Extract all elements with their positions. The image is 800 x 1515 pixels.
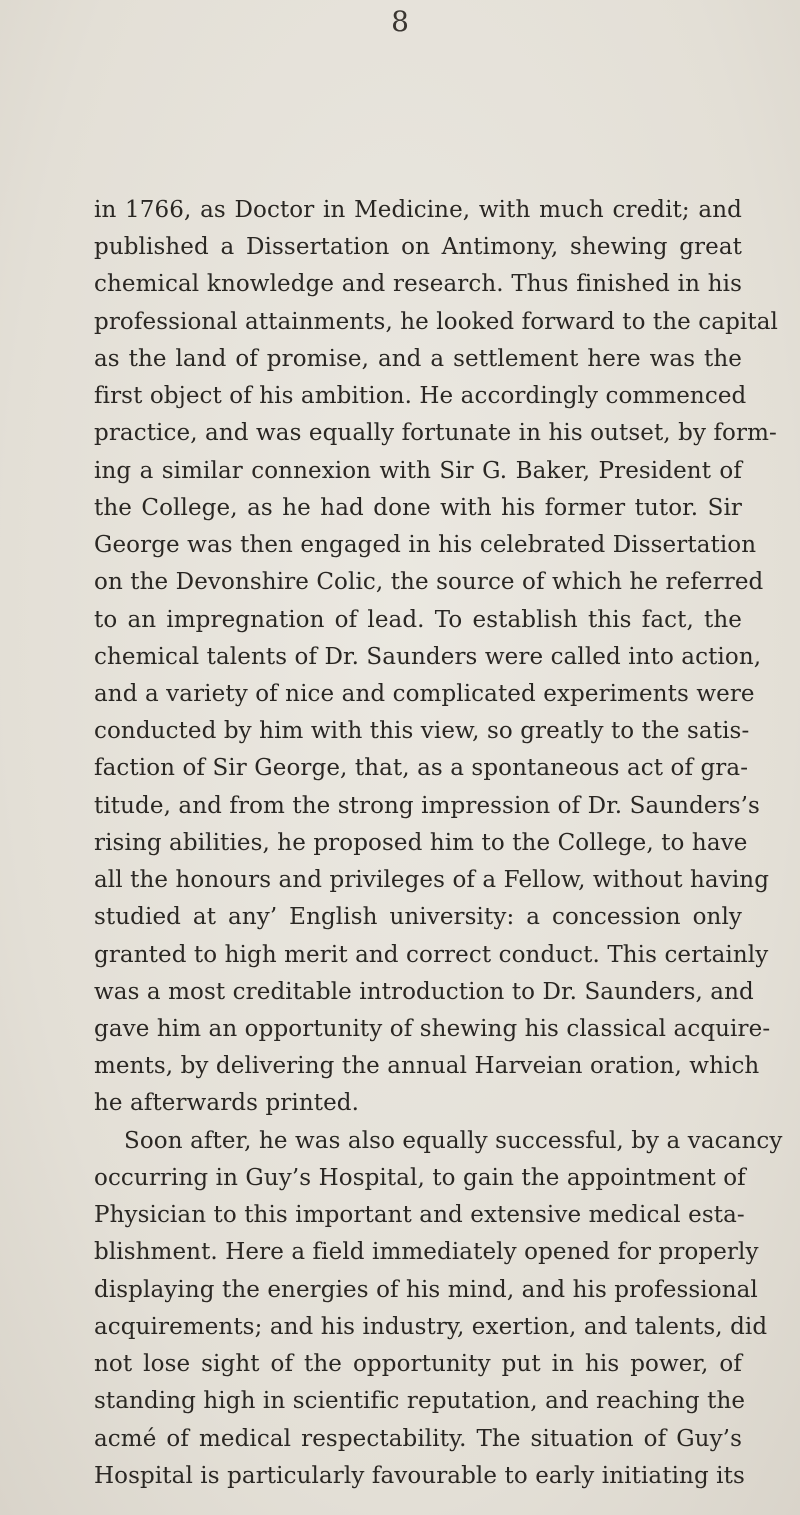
text-line: blishment. Here a field immediately opened for properly [94,1239,759,1266]
text-line: as the land of promise, and a settlement here was the [94,345,742,372]
text-line: all the honours and privileges of a Fellow, without having [94,867,770,894]
text-line: to an impregnation of lead. To establish this fact, the [94,606,742,633]
text-line: displaying the energies of his mind, and his professional [94,1276,758,1303]
text-line: ing a similar connexion with Sir G. Baker, President of [94,457,742,484]
text-line: in 1766, as Doctor in Medicine, with much credit; and [94,197,742,223]
text-line: titude, and from the strong impression of Dr. Saunders’s [94,792,760,819]
text-line: standing high in scientific reputation, and reaching the [94,1388,746,1415]
text-line: conducted by him with this view, so greatly to the satis- [94,718,750,745]
text-line: acmé of medical respectability. The situation of Guy’s [94,1425,742,1452]
text-line: published a Dissertation on Antimony, shewing great [94,234,742,261]
text-line: and a variety of nice and complicated experiments were [94,680,755,707]
paragraph-start-line: Soon after, he was also equally successful, by a vacancy [124,1127,783,1154]
text-line: gave him an opportunity of shewing his classical acquire- [94,1016,771,1043]
text-line: was a most creditable introduction to Dr. Saunders, and [94,978,754,1005]
text-line: chemical talents of Dr. Saunders were called into action, [94,643,762,670]
text-line: professional attainments, he looked forward to the capital [94,308,778,335]
text-line: the College, as he had done with his former tutor. Sir [94,494,742,521]
text-line: first object of his ambition. He accordingly commenced [94,383,747,410]
text-line: faction of Sir George, that, as a spontaneous act of gra- [94,755,749,782]
text-line: occurring in Guy’s Hospital, to gain the appointment of [94,1164,746,1191]
text-line: not lose sight of the opportunity put in his power, of [94,1351,742,1378]
page-number: 8 [391,5,409,38]
text-line: rising abilities, he proposed him to the College, to have [94,829,748,856]
text-line: studied at any’ English university: a concession only [94,904,742,931]
paragraph-end-line: he afterwards printed. [94,1090,360,1117]
text-line: acquirements; and his industry, exertion, and talents, did [94,1313,768,1340]
text-line: Hospital is particularly favourable to early initiating its [94,1462,745,1489]
text-line: practice, and was equally fortunate in his outset, by form- [94,420,777,447]
text-line: Physician to this important and extensive medical esta- [94,1202,745,1229]
text-line: granted to high merit and correct conduct. This certainly [94,941,769,968]
text-line: on the Devonshire Colic, the source of which he referred [94,569,764,596]
text-line: George was then engaged in his celebrated Dissertation [94,532,757,559]
text-line: ments, by delivering the annual Harveian oration, which [94,1053,760,1080]
text-line: chemical knowledge and research. Thus finished in his [94,271,742,298]
